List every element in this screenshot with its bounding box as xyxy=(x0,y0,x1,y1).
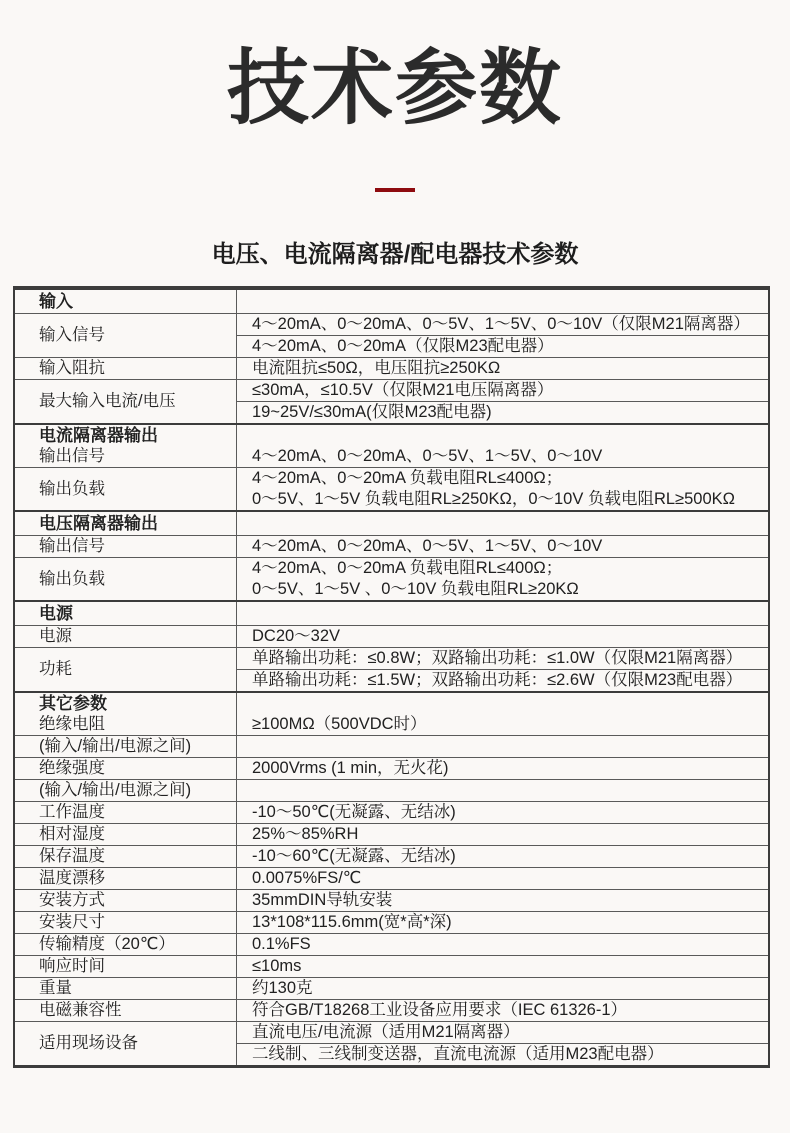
row-value-cell xyxy=(237,978,768,999)
row-label-cell xyxy=(15,693,237,735)
row-label-cell xyxy=(15,648,237,691)
row-value-cell xyxy=(237,512,768,535)
row-label: (输入/输出/电源之间) xyxy=(39,737,192,756)
row-value: 4～20mA、0～20mA、0～5V、1～5V、0～10V xyxy=(252,537,603,556)
row-value: 单路输出功耗：≤1.5W；双路输出功耗：≤2.6W（仅限M23配电器） xyxy=(237,669,768,691)
row-label-cell xyxy=(15,626,237,647)
row-value: DC20～32V xyxy=(252,627,341,646)
table-row xyxy=(15,313,768,357)
row-label-cell xyxy=(15,912,237,933)
row-value: 25%～85%RH xyxy=(252,825,359,844)
row-label-cell xyxy=(15,824,237,845)
row-value-cell xyxy=(237,1022,768,1065)
row-label-cell xyxy=(15,1000,237,1021)
table-row xyxy=(15,288,768,313)
row-value: 0.0075%FS/℃ xyxy=(252,869,362,888)
table-row xyxy=(15,933,768,955)
page-subtitle: 电压、电流隔离器/配电器技术参数 xyxy=(211,241,579,269)
row-sublabel: 绝缘电阻 xyxy=(39,715,105,734)
table-row xyxy=(15,779,768,801)
row-value-cell xyxy=(237,934,768,955)
row-label-cell xyxy=(15,602,237,625)
table-row xyxy=(15,801,768,823)
row-value-cell xyxy=(237,558,768,600)
row-label-cell xyxy=(15,890,237,911)
row-label: 电源 xyxy=(39,604,73,624)
row-label-cell xyxy=(15,468,237,510)
table-row xyxy=(15,423,768,467)
row-value: 单路输出功耗：≤0.8W；双路输出功耗：≤1.0W（仅限M21隔离器） xyxy=(252,649,743,668)
row-label-cell xyxy=(15,425,237,467)
table-row xyxy=(15,845,768,867)
row-label: 功耗 xyxy=(39,660,72,679)
row-label-cell xyxy=(15,380,237,423)
row-value: 4～20mA、0～20mA 负载电阻RL≤400Ω； xyxy=(252,469,563,488)
row-value: -10～60℃(无凝露、无结冰) xyxy=(252,847,456,866)
row-value: -10～50℃(无凝露、无结冰) xyxy=(252,803,456,822)
row-value-cell xyxy=(237,314,768,357)
row-value-cell xyxy=(237,693,768,735)
row-label-cell xyxy=(15,536,237,557)
table-row xyxy=(15,955,768,977)
table-row xyxy=(15,977,768,999)
row-label-cell xyxy=(15,736,237,757)
row-value: 符合GB/T18268工业设备应用要求（IEC 61326-1） xyxy=(252,1001,628,1020)
row-value-cell xyxy=(237,912,768,933)
row-label: (输入/输出/电源之间) xyxy=(39,781,192,800)
table-row xyxy=(15,867,768,889)
row-label: 输入 xyxy=(39,292,73,312)
row-value: ≥100MΩ（500VDC时） xyxy=(252,715,427,734)
title-accent-divider xyxy=(375,188,415,192)
table-row xyxy=(15,823,768,845)
row-label: 输出信号 xyxy=(39,537,105,556)
table-row xyxy=(15,889,768,911)
row-value: 直流电压/电流源（适用M21隔离器） xyxy=(252,1023,520,1042)
row-value-cell xyxy=(237,425,768,467)
table-row xyxy=(15,911,768,933)
row-value-cell xyxy=(237,602,768,625)
table-row xyxy=(15,1021,768,1065)
row-value-cell xyxy=(237,846,768,867)
row-value-cell xyxy=(237,648,768,691)
row-value-cell xyxy=(237,358,768,379)
row-value: 4～20mA、0～20mA、0～5V、1～5V、0～10V xyxy=(252,447,603,466)
table-row xyxy=(15,647,768,691)
row-label: 输出负载 xyxy=(39,569,105,588)
row-label-cell xyxy=(15,512,237,535)
spec-table xyxy=(13,286,770,1068)
row-label: 温度漂移 xyxy=(39,869,105,888)
row-label: 响应时间 xyxy=(39,957,105,976)
row-value-cell xyxy=(237,626,768,647)
page-title: 技术参数 xyxy=(226,43,563,134)
row-value: 19~25V/≤30mA(仅限M23配电器) xyxy=(237,401,768,423)
row-value: 4～20mA、0～20mA（仅限M23配电器） xyxy=(237,335,768,357)
table-row xyxy=(15,600,768,625)
table-row xyxy=(15,379,768,423)
row-label: 电压隔离器输出 xyxy=(39,514,158,534)
row-label: 绝缘强度 xyxy=(39,759,105,778)
row-value-cell xyxy=(237,802,768,823)
row-label: 工作温度 xyxy=(39,803,105,822)
row-value-cell xyxy=(237,290,768,313)
table-row xyxy=(15,357,768,379)
row-label-cell xyxy=(15,846,237,867)
row-label: 输出负载 xyxy=(39,479,105,498)
row-label: 电源 xyxy=(39,627,72,646)
row-value: 约130克 xyxy=(252,979,313,998)
row-label-cell xyxy=(15,758,237,779)
table-row xyxy=(15,757,768,779)
row-value-cell xyxy=(237,1000,768,1021)
row-value: 0～5V、1～5V 、0～10V 负载电阻RL≥20KΩ xyxy=(252,580,579,599)
row-label: 保存温度 xyxy=(39,847,105,866)
row-value: 4～20mA、0～20mA、0～5V、1～5V、0～10V（仅限M21隔离器） xyxy=(252,315,750,334)
row-label-cell xyxy=(15,802,237,823)
row-label: 电流隔离器输出 xyxy=(39,426,158,446)
row-label-cell xyxy=(15,358,237,379)
row-value-cell xyxy=(237,468,768,510)
row-value: 二线制、三线制变送器，直流电流源（适用M23配电器） xyxy=(237,1043,768,1065)
row-label-cell xyxy=(15,314,237,357)
row-value-cell xyxy=(237,536,768,557)
row-value-cell xyxy=(237,780,768,801)
table-row xyxy=(15,510,768,535)
row-label-cell xyxy=(15,780,237,801)
row-label: 最大输入电流/电压 xyxy=(39,392,176,411)
row-label-cell xyxy=(15,868,237,889)
row-value-cell xyxy=(237,868,768,889)
table-row xyxy=(15,999,768,1021)
row-value: 2000Vrms (1 min，无火花) xyxy=(252,759,449,778)
row-value-cell xyxy=(237,736,768,757)
row-label: 重量 xyxy=(39,979,72,998)
row-label: 相对湿度 xyxy=(39,825,105,844)
row-value-cell xyxy=(237,380,768,423)
row-label-cell xyxy=(15,956,237,977)
row-value-cell xyxy=(237,824,768,845)
row-value: 电流阻抗≤50Ω，电压阻抗≥250KΩ xyxy=(252,359,501,378)
row-value-cell xyxy=(237,956,768,977)
row-value: ≤30mA，≤10.5V（仅限M21电压隔离器） xyxy=(252,381,554,400)
row-label: 输入信号 xyxy=(39,326,105,345)
row-value-cell xyxy=(237,890,768,911)
row-value: 4～20mA、0～20mA 负载电阻RL≤400Ω； xyxy=(252,559,563,578)
table-row xyxy=(15,535,768,557)
row-label-cell xyxy=(15,934,237,955)
row-label-cell xyxy=(15,978,237,999)
row-label: 输入阻抗 xyxy=(39,359,105,378)
row-label-cell xyxy=(15,1022,237,1065)
row-value: 35mmDIN导轨安装 xyxy=(252,891,393,910)
row-value-cell xyxy=(237,758,768,779)
table-row xyxy=(15,625,768,647)
row-label: 其它参数 xyxy=(39,694,107,714)
row-value: 13*108*115.6mm(宽*高*深) xyxy=(252,913,452,932)
row-label: 电磁兼容性 xyxy=(39,1001,122,1020)
table-row xyxy=(15,735,768,757)
row-label-cell xyxy=(15,290,237,313)
row-value: 0～5V、1～5V 负载电阻RL≥250KΩ，0～10V 负载电阻RL≥500KΩ xyxy=(252,490,735,509)
row-label: 安装方式 xyxy=(39,891,105,910)
row-label: 传输精度（20℃） xyxy=(39,935,175,954)
table-row xyxy=(15,557,768,600)
row-label: 适用现场设备 xyxy=(39,1034,138,1053)
row-value: ≤10ms xyxy=(252,957,302,976)
row-value: 0.1%FS xyxy=(252,935,311,954)
row-label-cell xyxy=(15,558,237,600)
table-row xyxy=(15,467,768,510)
row-sublabel: 输出信号 xyxy=(39,447,105,466)
row-label: 安装尺寸 xyxy=(39,913,105,932)
table-row xyxy=(15,691,768,735)
